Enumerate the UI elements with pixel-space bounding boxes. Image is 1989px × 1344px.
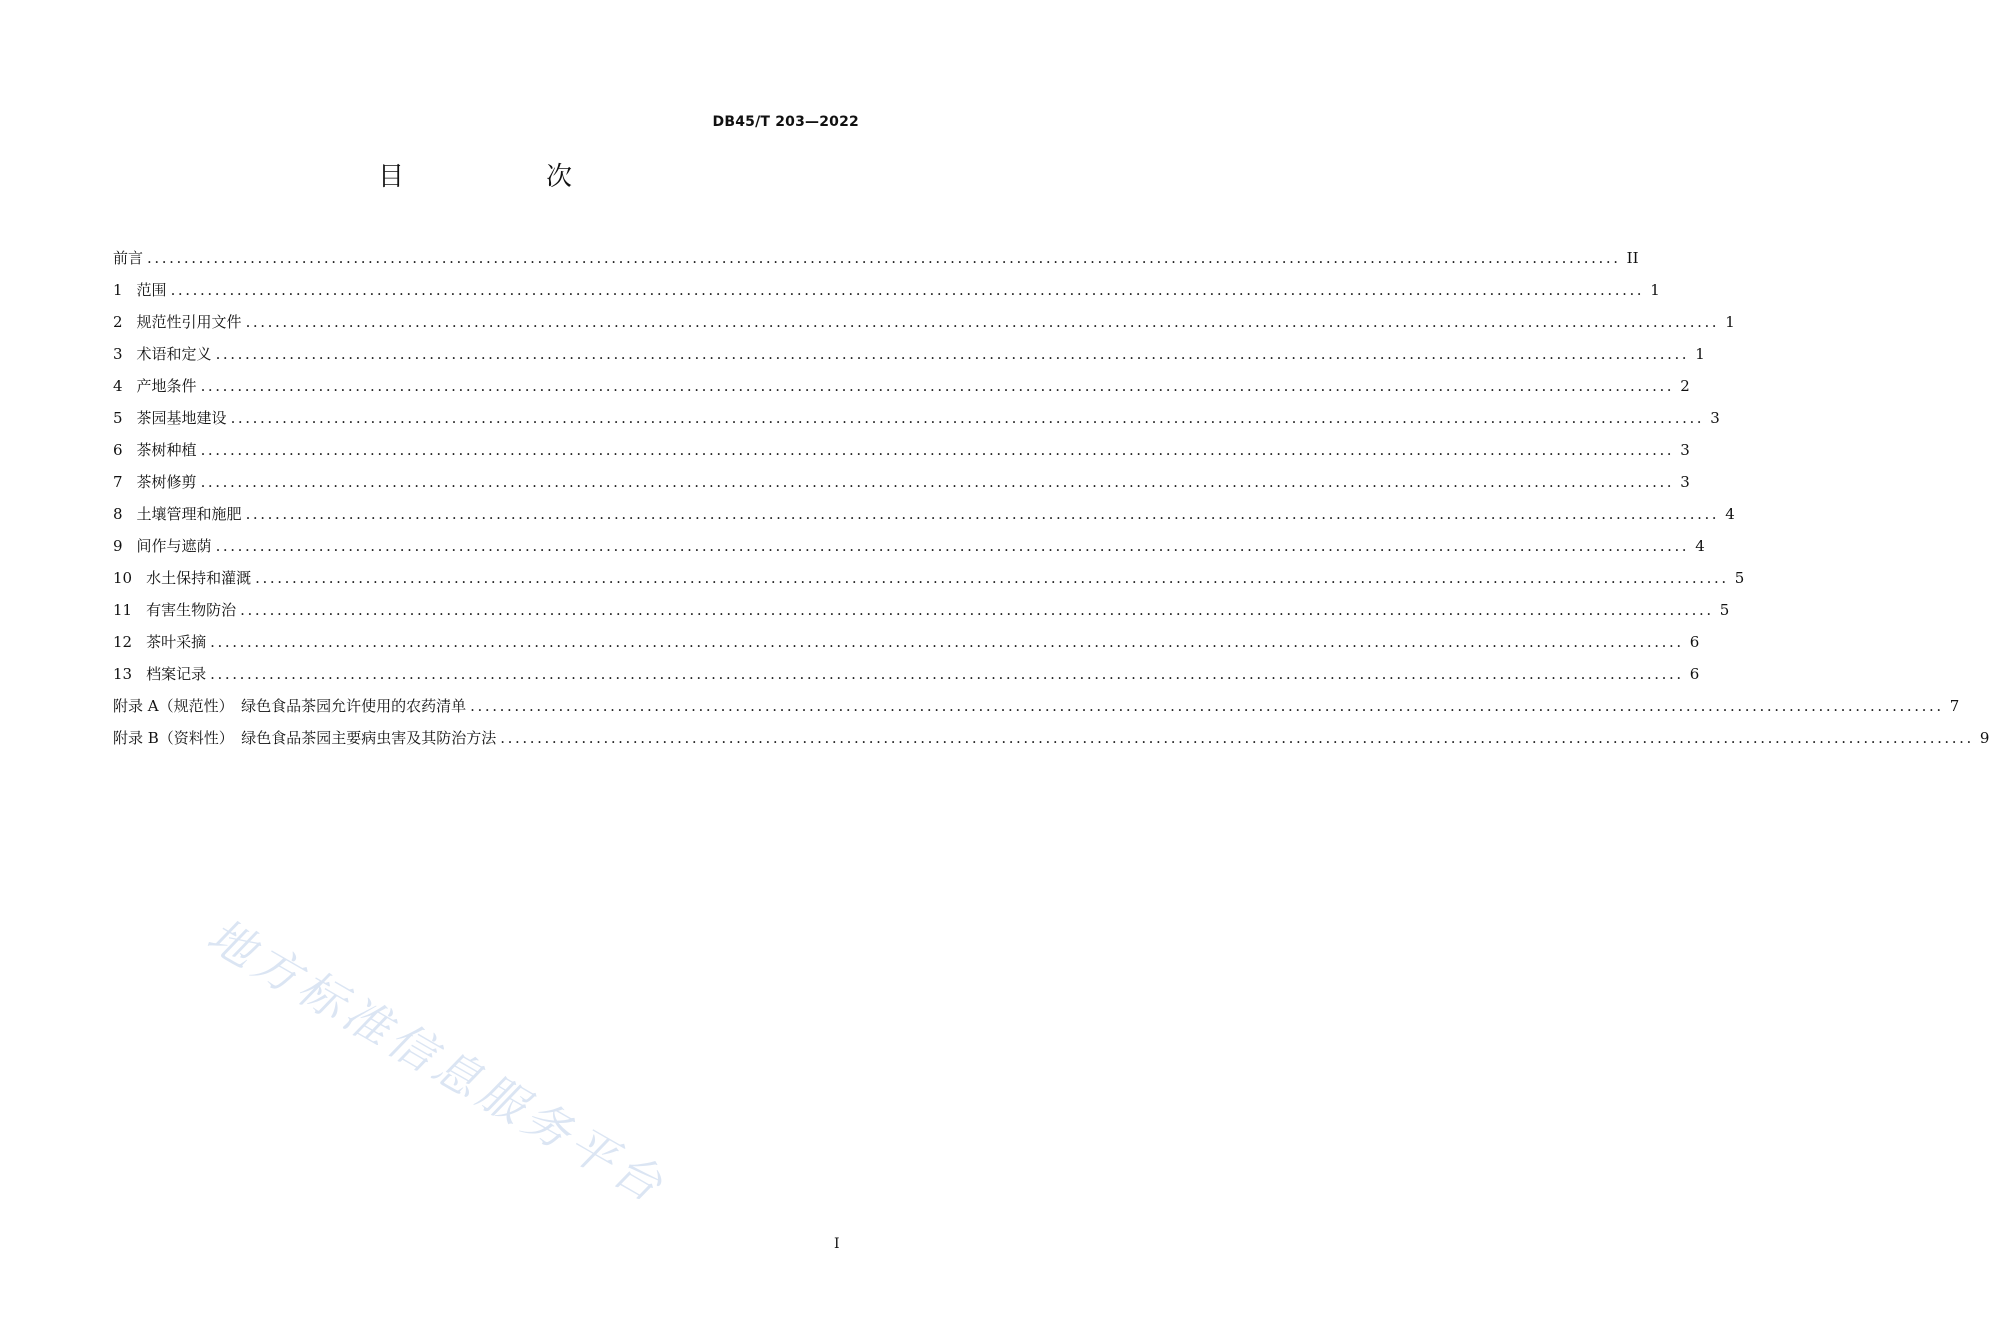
toc-entry-label: 产地条件 — [136, 377, 197, 395]
toc-entry-number: 12 — [113, 633, 133, 651]
toc-entry-page: 5 — [1719, 601, 1730, 619]
toc-leader-dots: ........................................................................................................................................................................................................ — [215, 537, 1690, 555]
toc-entry[interactable] — [113, 530, 1705, 562]
toc-entry[interactable] — [113, 402, 1720, 434]
toc-entry-label: 范围 — [136, 281, 167, 299]
toc-entry-label: 茶树修剪 — [136, 473, 197, 491]
toc-entry-page: 9 — [1979, 729, 1989, 747]
toc-entry-page: 2 — [1680, 377, 1690, 395]
toc-entry-page: 7 — [1949, 697, 1960, 715]
toc-entry-number: 7 — [113, 473, 123, 491]
toc-leader-dots: ........................................................................................................................................................................................................ — [245, 313, 1720, 331]
table-of-contents — [113, 242, 1989, 754]
toc-entry-label: 有害生物防治 — [146, 601, 237, 619]
toc-leader-dots: ........................................................................................................................................................................................................ — [255, 569, 1729, 587]
toc-entry[interactable] — [113, 594, 1730, 626]
standard-code: DB45/T 203—2022 — [712, 114, 859, 130]
toc-entry-page: 6 — [1689, 665, 1700, 683]
toc-leader-dots: ........................................................................................................................................................................................................ — [200, 377, 1675, 395]
toc-leader-dots: ........................................................................................................................................................................................................ — [245, 505, 1720, 523]
toc-entry-number: 10 — [113, 569, 133, 587]
toc-entry[interactable] — [113, 338, 1705, 370]
toc-entry[interactable] — [113, 466, 1690, 498]
toc-entry[interactable] — [113, 306, 1735, 338]
toc-entry-page: 5 — [1734, 569, 1745, 587]
page-title: 目 次 — [377, 162, 630, 192]
toc-entry-page: 3 — [1680, 441, 1690, 459]
toc-entry-label: 茶园基地建设 — [136, 409, 227, 427]
toc-leader-dots: ........................................................................................................................................................................................................ — [200, 441, 1675, 459]
toc-entry-label: 规范性引用文件 — [136, 313, 242, 331]
toc-entry[interactable] — [113, 242, 1639, 274]
toc-entry-page: 1 — [1695, 345, 1705, 363]
toc-leader-dots: ........................................................................................................................................................................................................ — [470, 697, 1944, 715]
page-number: I — [834, 1236, 840, 1252]
toc-entry[interactable] — [113, 690, 1960, 722]
toc-entry-label: 附录 A（规范性） 绿色食品茶园允许使用的农药清单 — [113, 697, 467, 715]
toc-entry-label: 茶叶采摘 — [146, 633, 207, 651]
toc-entry[interactable] — [113, 498, 1735, 530]
toc-entry-number: 1 — [113, 281, 123, 299]
toc-entry-label: 附录 B（资料性） 绿色食品茶园主要病虫害及其防治方法 — [113, 729, 497, 747]
toc-leader-dots: ........................................................................................................................................................................................................ — [215, 345, 1690, 363]
toc-entry-page: 4 — [1725, 505, 1735, 523]
toc-entry-label: 间作与遮荫 — [136, 537, 212, 555]
toc-entry-page: 1 — [1650, 281, 1660, 299]
toc-entry-number: 8 — [113, 505, 123, 523]
toc-entry-number: 6 — [113, 441, 123, 459]
toc-entry-label: 水土保持和灌溉 — [146, 569, 252, 587]
toc-entry-label: 茶树种植 — [136, 441, 197, 459]
toc-entry-label: 档案记录 — [146, 665, 207, 683]
toc-entry-page: 3 — [1710, 409, 1720, 427]
toc-entry-number: 5 — [113, 409, 123, 427]
toc-entry[interactable] — [113, 658, 1700, 690]
toc-entry-page: 6 — [1689, 633, 1700, 651]
toc-leader-dots: ........................................................................................................................................................................................................ — [230, 409, 1705, 427]
toc-leader-dots: ........................................................................................................................................................................................................ — [210, 633, 1684, 651]
toc-entry[interactable] — [113, 434, 1690, 466]
toc-entry-page: II — [1626, 249, 1639, 267]
toc-leader-dots: ........................................................................................................................................................................................................ — [500, 729, 1974, 747]
toc-entry[interactable] — [113, 370, 1690, 402]
toc-entry[interactable] — [113, 562, 1745, 594]
toc-entry-label: 前言 — [113, 249, 144, 267]
toc-leader-dots: ........................................................................................................................................................................................................ — [200, 473, 1675, 491]
toc-entry-number: 3 — [113, 345, 123, 363]
toc-entry-label: 土壤管理和施肥 — [136, 505, 242, 523]
toc-entry[interactable] — [113, 722, 1989, 754]
toc-entry[interactable] — [113, 274, 1660, 306]
toc-entry-page: 4 — [1695, 537, 1705, 555]
toc-entry-number: 11 — [113, 601, 133, 619]
toc-entry[interactable] — [113, 626, 1700, 658]
toc-leader-dots: ........................................................................................................................................................................................................ — [170, 281, 1645, 299]
watermark: 地方标准信息服务平台 — [198, 907, 676, 1215]
toc-entry-number: 2 — [113, 313, 123, 331]
toc-entry-page: 3 — [1680, 473, 1690, 491]
toc-entry-label: 术语和定义 — [136, 345, 212, 363]
toc-leader-dots: ........................................................................................................................................................................................................ — [147, 249, 1621, 267]
toc-entry-number: 4 — [113, 377, 123, 395]
toc-entry-page: 1 — [1725, 313, 1735, 331]
toc-leader-dots: ........................................................................................................................................................................................................ — [210, 665, 1684, 683]
toc-entry-number: 13 — [113, 665, 133, 683]
toc-leader-dots: ........................................................................................................................................................................................................ — [240, 601, 1714, 619]
toc-entry-number: 9 — [113, 537, 123, 555]
